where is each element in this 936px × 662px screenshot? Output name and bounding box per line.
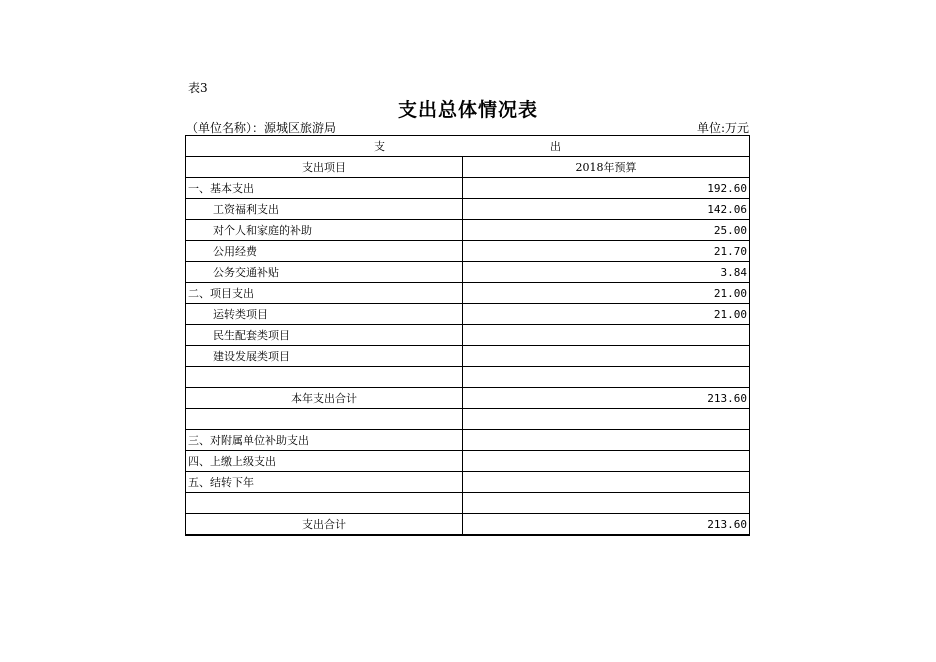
header-row <box>186 157 750 178</box>
table-row <box>186 451 750 472</box>
header-row-top <box>186 136 750 157</box>
item-cell: 工资福利支出 <box>186 199 463 220</box>
header-cell-top <box>186 136 750 157</box>
table-row <box>186 430 750 451</box>
budget-cell: 142.06 <box>463 199 750 220</box>
table-row <box>186 241 750 262</box>
budget-cell: 21.00 <box>463 283 750 304</box>
table-row <box>186 472 750 493</box>
budget-cell <box>463 346 750 367</box>
table-row <box>186 493 750 514</box>
item-cell <box>186 367 463 388</box>
table-row <box>186 388 750 409</box>
item-cell: 五、结转下年 <box>186 472 463 493</box>
table-row <box>186 220 750 241</box>
item-cell: 运转类项目 <box>186 304 463 325</box>
budget-cell: 213.60 <box>463 514 750 536</box>
expenditure-table <box>185 135 750 536</box>
budget-cell: 213.60 <box>463 388 750 409</box>
budget-cell <box>463 472 750 493</box>
table-row <box>186 409 750 430</box>
page-title: 支出总体情况表 <box>397 99 538 121</box>
budget-cell <box>463 325 750 346</box>
currency-unit: 单位:万元 <box>696 121 749 135</box>
budget-cell: 21.00 <box>463 304 750 325</box>
header-item-column: 支出项目 <box>186 157 463 178</box>
budget-cell: 21.70 <box>463 241 750 262</box>
item-cell <box>186 493 463 514</box>
item-cell: 民生配套类项目 <box>186 325 463 346</box>
item-cell: 二、项目支出 <box>186 283 463 304</box>
item-cell: 对个人和家庭的补助 <box>186 220 463 241</box>
budget-cell <box>463 409 750 430</box>
unit-name: （单位名称）：源城区旅游局 <box>186 121 337 135</box>
table-row <box>186 325 750 346</box>
budget-cell <box>463 367 750 388</box>
header-top-left: 支 <box>374 140 385 153</box>
item-cell: 公用经费 <box>186 241 463 262</box>
budget-cell: 3.84 <box>463 262 750 283</box>
item-cell: 本年支出合计 <box>186 388 463 409</box>
table-row <box>186 346 750 367</box>
item-cell: 三、对附属单位补助支出 <box>186 430 463 451</box>
table-row <box>186 283 750 304</box>
table-row <box>186 262 750 283</box>
budget-cell <box>463 493 750 514</box>
item-cell: 一、基本支出 <box>186 178 463 199</box>
table-row <box>186 304 750 325</box>
item-cell: 公务交通补贴 <box>186 262 463 283</box>
item-cell <box>186 409 463 430</box>
item-cell: 支出合计 <box>186 514 463 536</box>
table-row <box>186 514 750 536</box>
budget-cell <box>463 430 750 451</box>
budget-cell: 192.60 <box>463 178 750 199</box>
table-number: 表3 <box>188 81 208 95</box>
item-cell: 四、上缴上级支出 <box>186 451 463 472</box>
table-row <box>186 199 750 220</box>
header-budget-column: 2018年预算 <box>463 157 750 178</box>
item-cell: 建设发展类项目 <box>186 346 463 367</box>
table-row <box>186 178 750 199</box>
table-row <box>186 367 750 388</box>
budget-cell <box>463 451 750 472</box>
header-top-right: 出 <box>550 140 561 153</box>
budget-cell: 25.00 <box>463 220 750 241</box>
